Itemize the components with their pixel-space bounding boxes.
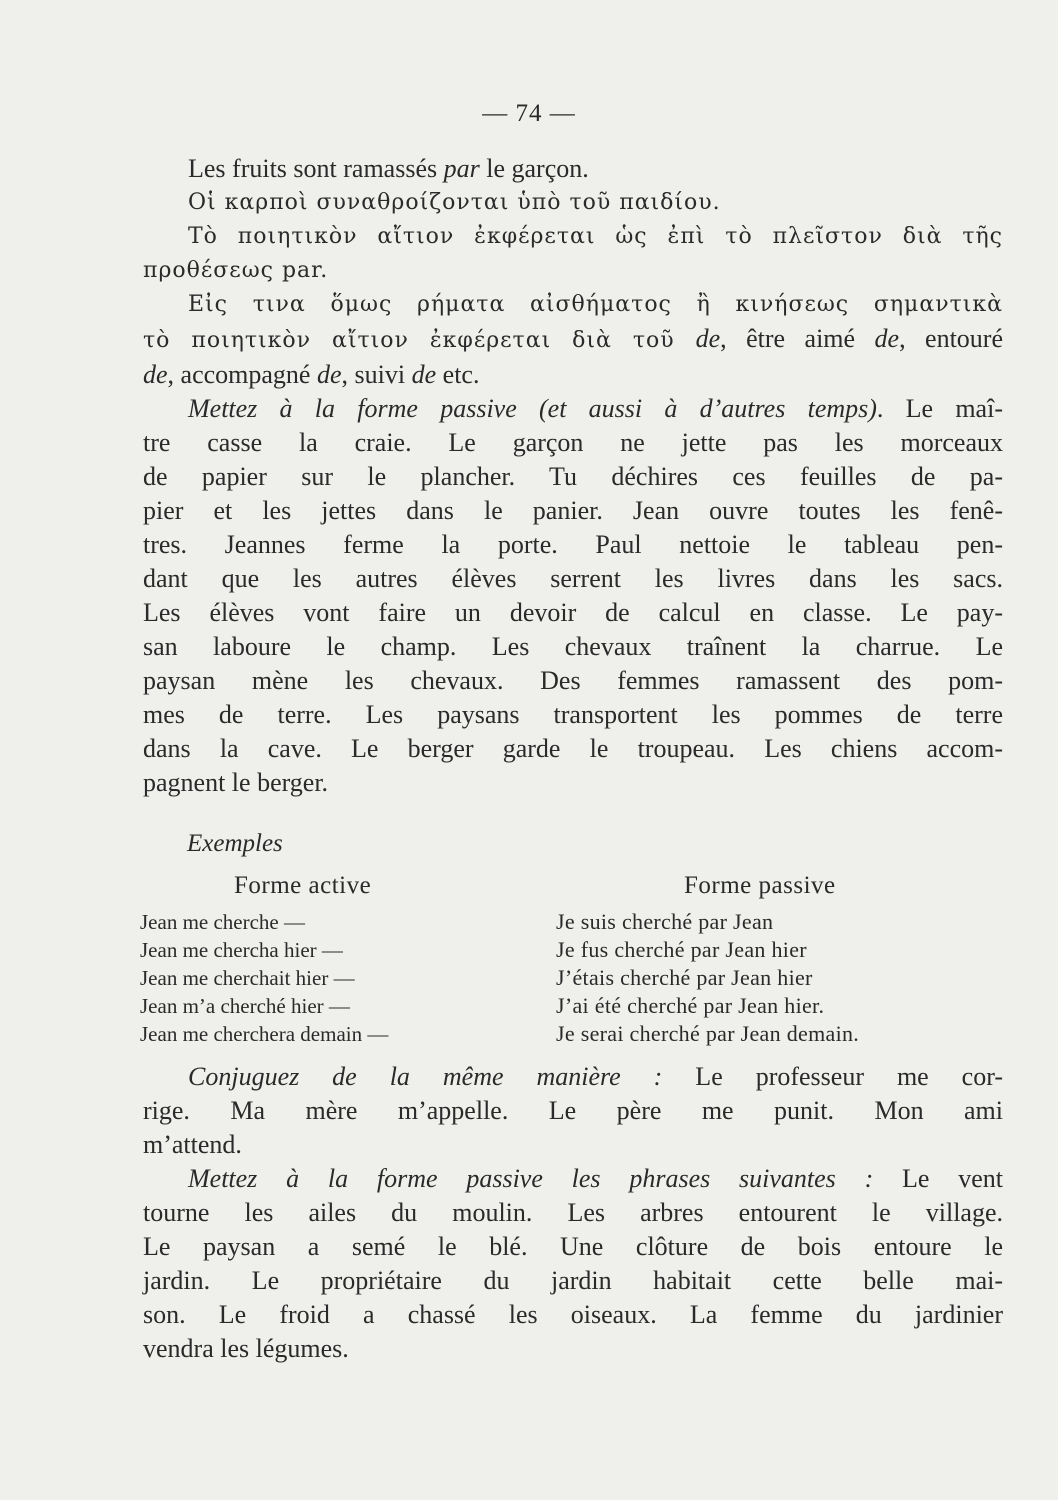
greek-line: Τὸ ποιητικὸν αἴτιον ἐκφέρεται ὡς ἐπὶ τὸ πλεῖστον διὰ τῆς [188,224,1003,249]
text-line: vendra les légumes. [143,1334,349,1363]
text-line [143,358,1003,392]
text-span: , être aimé [720,324,875,353]
text-line [143,322,1003,358]
text-span: Le professeur me cor- [662,1062,1004,1091]
italic-span: Mettez à la forme passive (et aussi à d’autres temps) [188,394,877,423]
text-line [143,1060,1003,1094]
main-text-block [143,152,1003,800]
active-example: Jean me cherchera demain — [140,1022,389,1046]
text-line: san laboure le champ. Les chevaux traînent la charrue. Le [143,632,1003,661]
text-line: dans la cave. Le berger garde le troupeau. Les chiens accom- [143,734,1003,763]
active-examples-list [140,908,388,1048]
passive-example: Je serai cherché par Jean demain. [556,1021,860,1046]
italic-span: par [443,154,480,183]
text-line [143,392,1003,426]
exercise-text-block [143,1060,1003,1366]
text-span: Le vent [873,1164,1003,1193]
text-span: etc. [436,360,480,389]
text-line: tres. Jeannes ferme la porte. Paul nettoie le tableau pen- [143,530,1003,559]
text-line: m’attend. [143,1130,242,1159]
text-line: dant que les autres élèves serrent les livres dans les sacs. [143,564,1003,593]
active-example: Jean me cherchait hier — [140,966,355,990]
text-line: Les élèves vont faire un devoir de calcul en classe. Le pay- [143,598,1003,627]
text-line: de papier sur le plancher. Tu déchires ces feuilles de pa- [143,462,1003,491]
active-example: Jean me chercha hier — [140,938,343,962]
text-line: paysan mène les chevaux. Des femmes ramassent des pom- [143,666,1003,695]
italic-span: de [874,324,900,353]
text-span: , accompagné [167,360,317,389]
greek-line: προθέσεως par. [143,258,329,283]
page-number: — 74 — [482,100,576,127]
passive-examples-list [556,908,859,1048]
text-line: mes de terre. Les paysans transportent les pommes de terre [143,700,1003,729]
text-line: tourne les ailes du moulin. Les arbres entourent le village. [143,1198,1003,1227]
text-line: son. Le froid a chassé les oiseaux. La femme du jardinier [143,1300,1003,1329]
text-line: pier et les jettes dans le panier. Jean ouvre toutes les fenê- [143,496,1003,525]
text-span: Les fruits sont ramassés [188,154,444,183]
passive-form-heading: Forme passive [684,872,836,899]
text-line: Le paysan a semé le blé. Une clôture de bois entoure le [143,1232,1003,1261]
active-example: Jean m’a cherché hier — [140,994,350,1018]
italic-span: de [143,360,168,389]
italic-span: de [411,360,437,389]
italic-span: Mettez à la forme passive les phrases suivantes : [188,1164,874,1193]
greek-line: Εἰς τινα ὅμως ρήματα αἰσθήματος ἢ κινήσεως σημαντικὰ [188,292,1003,317]
italic-span: de [695,324,721,353]
text-line: rige. Ma mère m’appelle. Le père me punit. Mon ami [143,1096,1003,1125]
greek-line: Οἱ καρποὶ συναθροίζονται ὑπὸ τοῦ παιδίου. [188,190,721,215]
passive-example: J’ai été cherché par Jean hier. [556,993,825,1018]
passive-example: Je fus cherché par Jean hier [556,937,807,962]
passive-example: J’étais cherché par Jean hier [556,965,813,990]
active-example: Jean me cherche — [140,910,305,934]
text-line [143,152,1003,186]
text-line: tre casse la craie. Le garçon ne jette pas les morceaux [143,428,1003,457]
text-span: , entouré [899,324,1004,353]
active-form-heading: Forme active [234,872,372,899]
text-line [143,1162,1003,1196]
italic-span: de [316,360,342,389]
text-line: pagnent le berger. [143,768,329,797]
italic-span: Conjuguez de la même manière : [188,1062,663,1091]
examples-title: Exemples [187,830,283,857]
text-line: jardin. Le propriétaire du jardin habitait cette belle mai- [143,1266,1003,1295]
text-span: le garçon. [479,154,589,183]
greek-span: τὸ ποιητικὸν αἴτιον ἐκφέρεται διὰ τοῦ [143,328,696,353]
text-span: , suivi [341,360,412,389]
passive-example: Je suis cherché par Jean [556,909,774,934]
text-span: . Le maî- [876,394,1003,423]
